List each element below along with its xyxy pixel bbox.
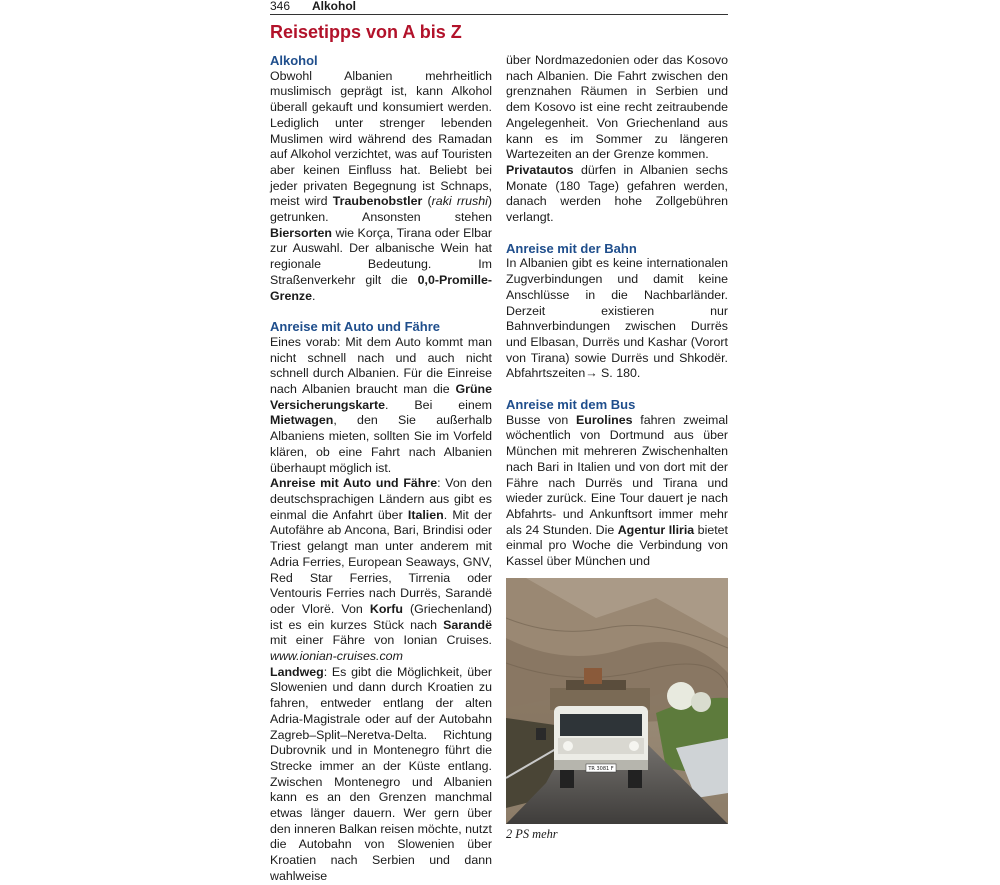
paragraph-bus: Busse von Eurolines fahren zweimal wöchentlich von Dortmund aus über München mit mehreren Zwischenhalten nach Bari in Italien und von dort mit der Fähre nach Durrës und Tirana und wieder zurück. Eine Tour dauert je nach Abfahrts- und Ankunftsort immer mehr als 24 Stunden. Die Agentur Iliria bietet einmal pro Woche die Verbindung von Kassel über München und — [506, 412, 728, 569]
running-title: Alkohol — [312, 0, 356, 13]
link-ionian-cruises: www.ionian-cruises.com — [270, 649, 403, 664]
photo-truck-mountain-road — [506, 578, 728, 824]
paragraph-landweg: Landweg: Es gibt die Möglichkeit, über Slowenien und dann durch Kroatien zu fahren, entweder entlang der alten Adria-Magistrale oder auf der Autobahn Zagreb–Split–Neretva-Delta. Richtung Dubrovnik und in Montenegro führt die Strecke immer an der Küste entlang. Zwischen Montenegro und Albanien kann es an den Grenzen manchmal etwas länger dauern. Wer gern über den inneren Balkan reisen möchte, nutzt die Autobahn von Slowenien über Kroatien nach Serbien und dann wahlweise — [270, 664, 492, 883]
license-plate: TR 3081 F — [588, 765, 614, 772]
paragraph-alkohol: Obwohl Albanien mehrheitlich muslimisch geprägt ist, kann Alkohol überall gekauft und konsumiert werden. Lediglich unter strenger lebenden Muslimen wird während des Ramadan auf Alkohol verzichtet, was auf Touristen aber keinen Einfluss hat. Beliebt bei jeder privaten Begegnung ist Schnaps, meist wird Traubenobstler (raki rrushi) getrunken. Ansonsten stehen Biersorten wie Korça, Tirana oder Elbar zur Auswahl. Der albanische Wein hat regionale Bedeutung. Im Straßenverkehr gilt die 0,0-Promille-Grenze. — [270, 68, 492, 303]
book-page — [270, 0, 728, 883]
section-heading-bus: Anreise mit dem Bus — [506, 397, 636, 413]
right-column — [506, 53, 728, 843]
section-heading-auto-faehre: Anreise mit Auto und Fähre — [270, 319, 440, 335]
photo-caption: 2 PS mehr — [506, 826, 558, 841]
section-heading-alkohol: Alkohol — [270, 53, 318, 68]
chapter-title: Reisetipps von A bis Z — [270, 22, 462, 42]
running-header — [270, 0, 728, 15]
page-number: 346 — [270, 0, 291, 13]
paragraph-privatautos: Privatautos dürfen in Albanien sechs Monate (180 Tage) gefahren werden, danach werden hohe Zollgebühren verlangt. — [506, 162, 728, 225]
paragraph-auto-intro: Eines vorab: Mit dem Auto kommt man nicht schnell nach und auch nicht schnell durch Albanien. Für die Einreise nach Albanien braucht man die Grüne Versicherungskarte. Bei einem Mietwagen, den Sie außerhalb Albaniens mieten, sollten Sie im Vorfeld klären, ob eine Fahrt nach Albanien überhaupt möglich ist. — [270, 334, 492, 475]
left-column — [270, 53, 492, 885]
section-heading-bahn: Anreise mit der Bahn — [506, 240, 637, 256]
paragraph-bahn: In Albanien gibt es keine internationalen Zugverbindungen und damit keine Anschlüsse in die Nachbarländer. Derzeit existieren nur Bahnverbindungen zwischen Durrës und Elbasan, Durrës und Kashar (Vorort von Tirana) sowie Durrës und Shkodër. Abfahrtszeiten→ S. 180. — [506, 256, 728, 381]
paragraph-faehre: Anreise mit Auto und Fähre: Von den deutschsprachigen Ländern aus gibt es einmal die Anfahrt über Italien. Mit der Autofähre ab Ancona, Bari, Brindisi oder Triest gelangt man unter anderem mit Adria Ferries, European Seaways, GNV, Red Star Ferries, Tirrenia oder Ventouris Ferries nach Durrës, Sarandë oder Vlorë. Von Korfu (Griechenland) ist es ein kurzes Stück nach Sarandë mit einer Fähre von Ionian Cruises. www.ionian-cruises.com — [270, 476, 492, 664]
paragraph-landweg-cont: über Nordmazedonien oder das Kosovo nach Albanien. Die Fahrt zwischen den grenznahen Räumen in Serbien und dem Kosovo ist eine recht zeitraubende Angelegenheit. Von Griechenland aus kann es im Sommer zu längeren Wartezeiten an der Grenze kommen. — [506, 53, 728, 162]
